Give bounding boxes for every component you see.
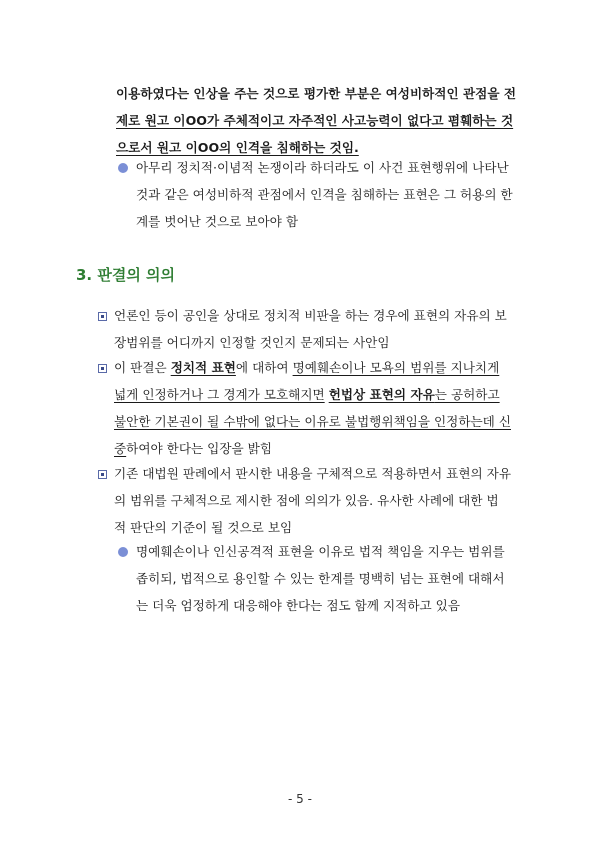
- text-line: [116, 107, 530, 134]
- square-bullet-icon: [98, 364, 107, 373]
- line-text: 기존 대법원 판례에서 판시한 내용을 구체적으로 적용하면서 표현의 자유: [114, 466, 511, 481]
- text-line: [114, 487, 530, 514]
- line-text: 에 대하여: [235, 360, 289, 375]
- line-text: 장범위를 어디까지 인정할 것인지 문제되는 사안임: [114, 335, 390, 350]
- text-line: [136, 154, 530, 181]
- text-line: [114, 514, 530, 541]
- line-text: 좁히되, 법적으로 용인할 수 있는 한계를 명백히 넘는 표현에 대해서: [136, 571, 505, 586]
- text-line: [136, 208, 530, 235]
- text-line: [114, 460, 530, 487]
- line-text: 계를 벗어난 것으로 보아야 함: [136, 214, 298, 229]
- section-heading: 3. 판결의 의의: [76, 266, 176, 284]
- line-text: 이 판결은: [114, 360, 167, 375]
- underlined-text: 넓게 인정하거나 그 경계가 모호해지면: [114, 387, 325, 402]
- line-text: 것과 같은 여성비하적 관점에서 인격을 침해하는 표현은 그 허용의 한: [136, 187, 513, 202]
- page-number: - 5 -: [288, 792, 312, 806]
- text-line: [136, 565, 530, 592]
- paragraph-conclusion: [116, 80, 530, 161]
- text-line: [114, 408, 530, 435]
- line-text: 언론인 등이 공인을 상대로 정치적 비판을 하는 경우에 표현의 자유의 보: [114, 308, 507, 323]
- line-text: 으로서 원고 이OO의 인격을 침해하는 것임.: [116, 140, 359, 155]
- text-line-content: [116, 107, 513, 134]
- text-line: [114, 435, 530, 462]
- text-line: [136, 592, 530, 619]
- emphasis-text: 정치적 표현: [170, 360, 236, 375]
- text-line: [116, 80, 530, 107]
- text-line: [114, 354, 530, 381]
- underlined-text: 중: [114, 441, 127, 456]
- text-line: [136, 181, 530, 208]
- section-item-1: [114, 302, 530, 356]
- text-line-content: [116, 80, 516, 107]
- square-bullet-icon: [98, 312, 107, 321]
- line-text: 제로 원고 이OO가 주체적이고 자주적인 사고능력이 없다고 폄훼하는 것: [116, 113, 514, 128]
- bullet-paragraph: [136, 154, 530, 235]
- line-text: 명예훼손이나 인신공격적 표현을 이유로 법적 책임을 지우는 범위를: [136, 544, 505, 559]
- sub-bullet-paragraph: [136, 538, 530, 619]
- text-line: [114, 302, 530, 329]
- line-text: 는 더욱 엄정하게 대응해야 한다는 점도 함께 지적하고 있음: [136, 598, 460, 613]
- line-text: 하여야 한다는 입장을 밝힘: [126, 441, 273, 456]
- line-text: 아무리 정치적·이념적 논쟁이라 하더라도 이 사건 표현행위에 나타난: [136, 160, 509, 175]
- bullet-dot-icon: [118, 547, 128, 557]
- text-line: [114, 329, 530, 356]
- line-text: 의 범위를 구체적으로 제시한 점에 의의가 있음. 유사한 사례에 대한 법: [114, 493, 499, 508]
- emphasis-text: 헌법상 표현의 자유: [328, 387, 435, 402]
- line-text: 이용하였다는 인상을 주는 것으로 평가한 부분은 여성비하적인 관점을 전: [116, 86, 517, 101]
- underlined-text: 는 공허하고: [434, 387, 500, 402]
- section-item-3: [114, 460, 530, 541]
- underlined-text: 명예훼손이나 모욕의 범위를 지나치게: [292, 360, 500, 375]
- underlined-text: 불안한 기본권이 될 수밖에 없다는 이유로 불법행위책임을 인정하는데 신: [114, 414, 511, 429]
- line-text: 적 판단의 기준이 될 것으로 보임: [114, 520, 293, 535]
- text-line: [136, 538, 530, 565]
- bullet-dot-icon: [118, 163, 128, 173]
- text-line: [114, 381, 530, 408]
- section-item-2: [114, 354, 530, 462]
- square-bullet-icon: [98, 470, 107, 479]
